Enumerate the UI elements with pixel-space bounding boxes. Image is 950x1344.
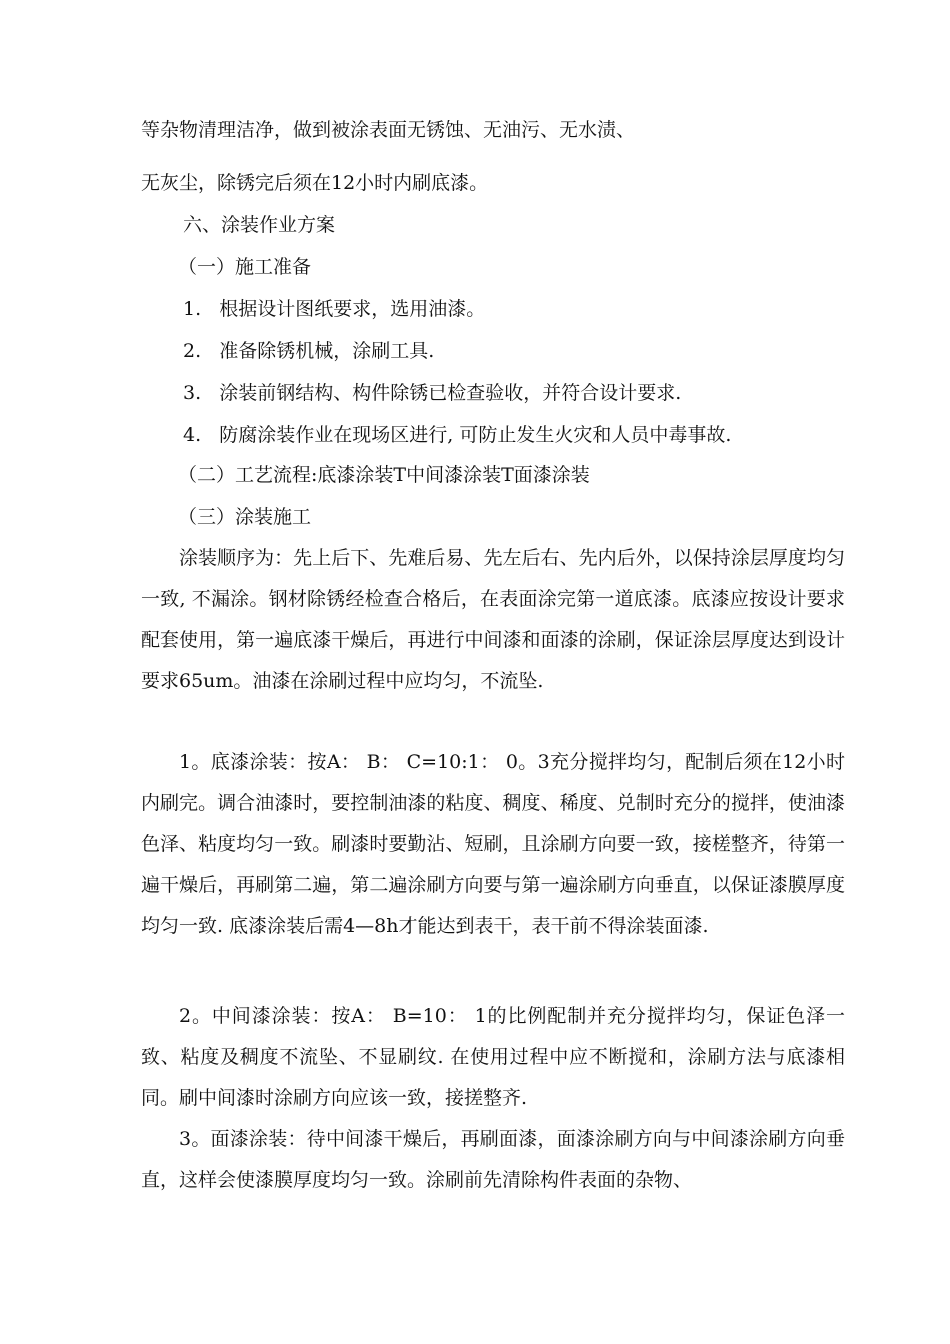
subsection-heading-construction: （三）涂装施工 <box>178 506 312 528</box>
subsection-heading-process: （二）工艺流程:底漆涂装T中间漆涂装T面漆涂装 <box>178 464 590 486</box>
paragraph-text: 3。面漆涂装：待中间漆干燥后，再刷面漆，面漆涂刷方向与中间漆涂刷方向垂直，这样会使漆膜厚度均匀一致。涂刷前先清除构件表面的杂物、 <box>141 1128 845 1191</box>
paragraph-topcoat-coating <box>141 1119 845 1201</box>
paragraph-primer-coating <box>141 742 845 947</box>
list-item-2: 2. 准备除锈机械，涂刷工具. <box>183 340 435 362</box>
paragraph-text: 1。底漆涂装：按A： B： C=10:1： 0。3充分搅拌均匀，配制后须在12小时内刷完。调合油漆时，要控制油漆的粘度、稠度、稀度、兑制时充分的搅拌，使油漆色泽、粘度均匀一致。刷漆时要勤沾、短刷，且涂刷方向要一致，接槎整齐，待第一遍干燥后，再刷第二遍，第二遍涂刷方向要与第一遍涂刷方向垂直，以保证漆膜厚度均匀一致. 底漆涂装后需4—8h才能达到表干，表干前不得涂装面漆. <box>141 751 845 937</box>
paragraph-coating-order <box>141 538 845 702</box>
paragraph-text: 涂装顺序为：先上后下、先难后易、先左后右、先内后外，以保持涂层厚度均匀一致, 不漏涂。钢材除锈经检查合格后，在表面涂完第一道底漆。底漆应按设计要求配套使用，第一遍底漆干燥后，再进行中间漆和面漆的涂刷，保证涂层厚度达到设计要求65um。油漆在涂刷过程中应均匀，不流坠. <box>141 547 845 692</box>
subsection-heading-prep: （一）施工准备 <box>178 256 312 278</box>
paragraph-intermediate-coating <box>141 996 845 1119</box>
list-item-4: 4. 防腐涂装作业在现场区进行, 可防止发生火灾和人员中毒事故. <box>183 424 732 446</box>
paragraph-text: 2。中间漆涂装：按A： B=10： 1的比例配制并充分搅拌均匀，保证色泽一致、粘度及稠度不流坠、不显刷纹. 在使用过程中应不断搅和，涂刷方法与底漆相同。刷中间漆时涂刷方向应该一致，接搓整齐. <box>141 1005 845 1109</box>
list-item-3: 3. 涂装前钢结构、构件除锈已检查验收，并符合设计要求. <box>183 382 682 404</box>
text-line-continuation-end: 无灰尘，除锈完后须在12小时内刷底漆。 <box>141 172 489 194</box>
list-item-1: 1. 根据设计图纸要求，选用油漆。 <box>183 298 486 320</box>
text-line-continuation: 等杂物清理洁净，做到被涂表面无锈蚀、无油污、无水渍、 <box>141 119 636 141</box>
section-heading-6: 六、涂装作业方案 <box>183 214 336 236</box>
